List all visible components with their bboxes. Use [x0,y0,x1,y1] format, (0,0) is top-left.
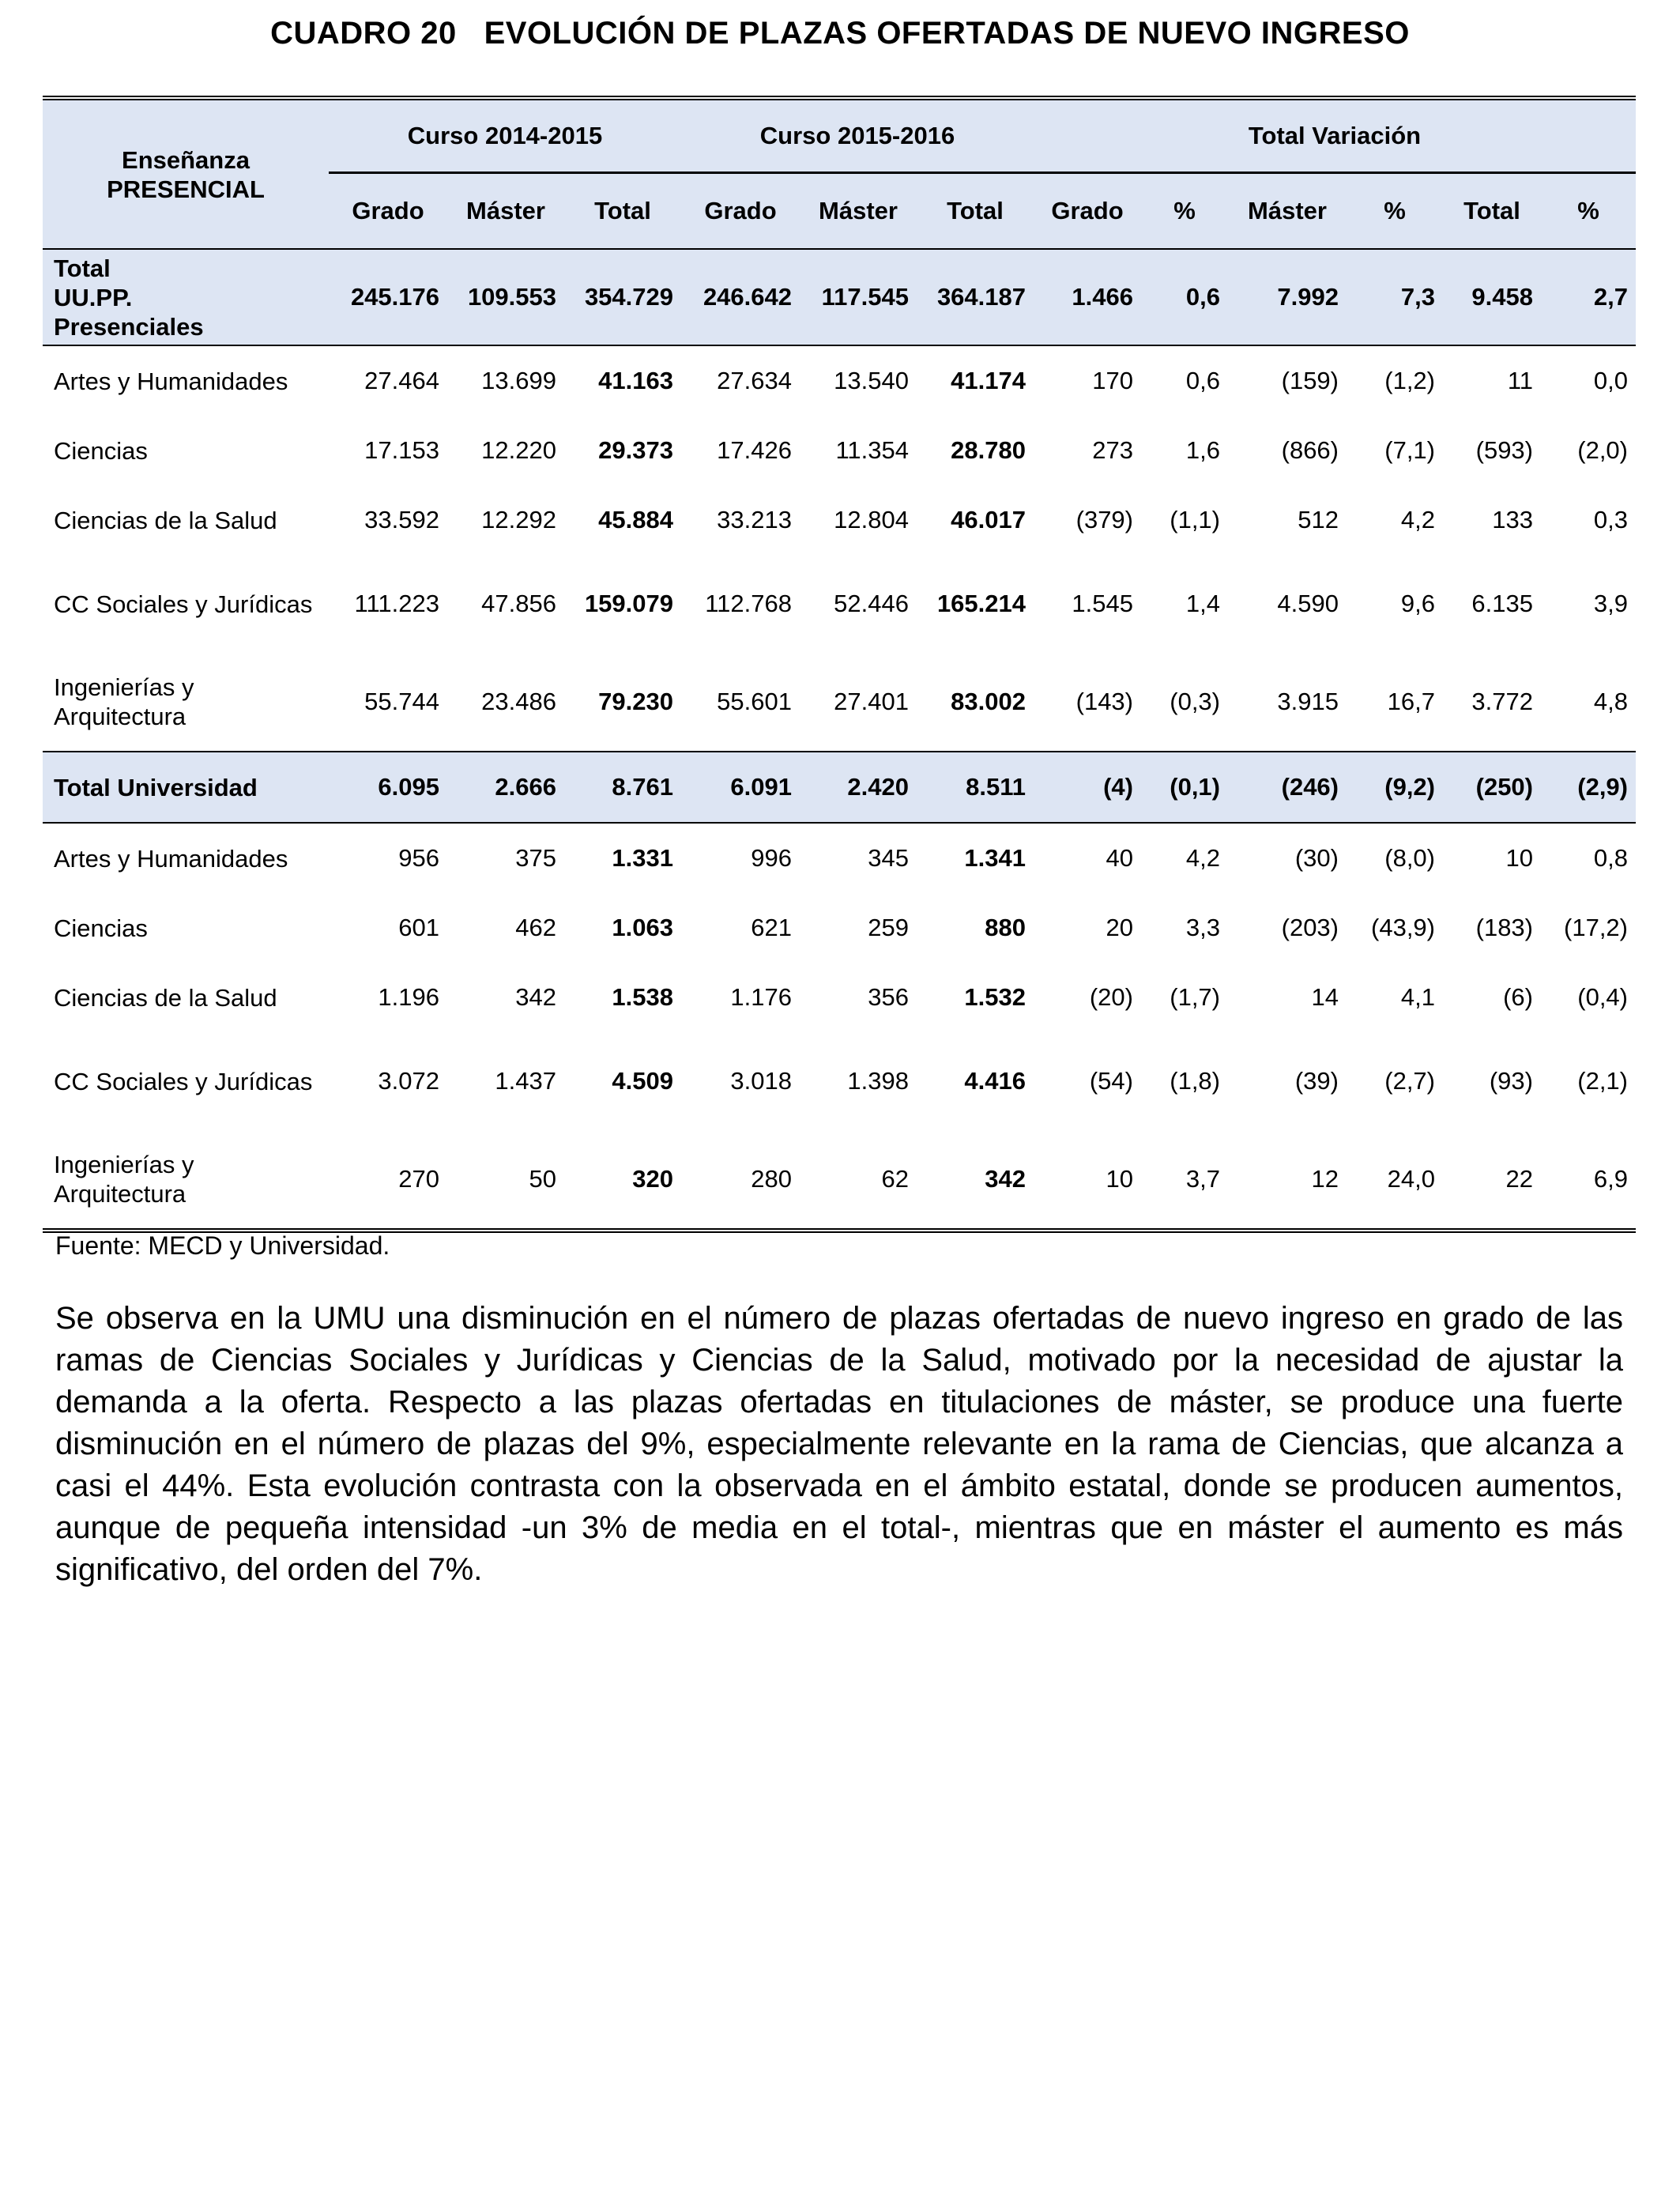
table-cell: 0,8 [1593,844,1628,872]
table-cell: 354.729 [564,249,681,345]
row-label: Ciencias [54,914,148,942]
table-cell: 29.373 [598,436,673,464]
table-cell: 24,0 [1387,1165,1435,1193]
row-label: Ciencias [54,436,148,465]
column-header: Total [1443,173,1541,250]
table-cell: 0,0 [1593,367,1628,394]
table-row [43,485,1636,555]
row-label-line2: PRESENCIAL [107,175,265,203]
table-row [43,555,1636,653]
data-table [43,100,1636,1228]
source-note: Fuente: MECD y Universidad. [55,1231,390,1260]
table-cell: 3.772 [1471,688,1533,715]
table-cell: 117.545 [800,249,917,345]
table-cell: (43,9) [1371,914,1435,941]
table-cell: 47.856 [481,590,556,617]
table-cell: (203) [1281,914,1339,941]
column-header: Grado [1034,173,1141,250]
row-label: Ingenierías y Arquitectura [54,1151,194,1208]
table-cell: 1.176 [730,983,792,1011]
table-cell: 7.992 [1228,249,1347,345]
table-cell: 1.398 [847,1067,909,1095]
table-cell: (246) [1228,752,1347,823]
table-cell: 22 [1505,1165,1533,1193]
table-cell: (2,7) [1384,1067,1435,1095]
table-cell: 1,4 [1185,590,1220,617]
row-label: Total UU.PP. Presenciales [43,249,329,345]
table-cell: 3,9 [1593,590,1628,617]
row-label: Ciencias de la Salud [54,506,277,534]
table-row [43,1130,1636,1228]
table-cell: (1,1) [1170,506,1220,533]
table-total-row [43,752,1636,823]
table-cell: (2,0) [1577,436,1628,464]
table-body [43,249,1636,1228]
table-cell: 55.744 [364,688,439,715]
table-cell: (7,1) [1384,436,1435,464]
table-cell: (0,4) [1577,983,1628,1011]
table-cell: (866) [1281,436,1339,464]
table-cell: 1,6 [1185,436,1220,464]
table-cell: 13.699 [481,367,556,394]
table-cell: 4,1 [1400,983,1435,1011]
column-header: Total [917,173,1034,250]
table-cell: 1.466 [1034,249,1141,345]
column-header: Máster [1228,173,1347,250]
table-cell: 6.095 [329,752,447,823]
table-cell: 10 [1505,844,1533,872]
table-cell: 4,8 [1593,688,1628,715]
table-cell: 342 [515,983,556,1011]
table-cell: (1,8) [1170,1067,1220,1095]
column-header: Máster [800,173,917,250]
table-cell: 280 [751,1165,792,1193]
page-title: CUADRO 20 EVOLUCIÓN DE PLAZAS OFERTADAS DE NUEVO INGRESO [270,16,1410,51]
table-cell: 4.509 [612,1067,673,1095]
table-cell: 1.341 [964,844,1026,872]
table-cell: 170 [1092,367,1133,394]
table-cell: 112.768 [705,590,792,617]
table-cell: (54) [1089,1067,1133,1095]
table-cell: 345 [868,844,909,872]
table-cell: 364.187 [917,249,1034,345]
table-cell: (8,0) [1384,844,1435,872]
table-cell: 11 [1507,367,1533,394]
table-cell: (4) [1034,752,1141,823]
table-cell: 10 [1106,1165,1133,1193]
table-cell: 270 [398,1165,439,1193]
table-cell: 2.420 [800,752,917,823]
column-header: Máster [447,173,564,250]
table-cell: 996 [751,844,792,872]
table-cell: 3,7 [1185,1165,1220,1193]
table-cell: 512 [1298,506,1339,533]
table-cell: 6.135 [1471,590,1533,617]
group-header-2014: Curso 2014-2015 [329,100,681,173]
table-cell: 33.213 [717,506,792,533]
table-cell: 245.176 [329,249,447,345]
table-cell: 6,9 [1593,1165,1628,1193]
table-cell: (0,3) [1170,688,1220,715]
table-cell: 23.486 [481,688,556,715]
row-label: Artes y Humanidades [54,844,288,873]
table-cell: 3.072 [378,1067,439,1095]
table-cell: 111.223 [354,590,439,617]
column-header: Grado [681,173,800,250]
table-cell: 956 [398,844,439,872]
table-cell: 33.592 [364,506,439,533]
table-cell: 52.446 [834,590,909,617]
table-cell: 12.804 [834,506,909,533]
table-total-row [43,249,1636,345]
table-cell: 1.545 [1072,590,1133,617]
table-cell: 9.458 [1443,249,1541,345]
table-cell: 1.196 [378,983,439,1011]
table-cell: 13.540 [834,367,909,394]
table-cell: (6) [1503,983,1533,1011]
row-label: Artes y Humanidades [54,367,288,395]
table-cell: 880 [985,914,1026,941]
table-cell: 27.464 [364,367,439,394]
table-cell: 28.780 [951,436,1026,464]
table-cell: 0,3 [1593,506,1628,533]
group-header-variation: Total Variación [1034,100,1636,173]
table-cell: 2,7 [1541,249,1636,345]
table-cell: 16,7 [1387,688,1435,715]
table-cell: 11.354 [835,436,909,464]
row-label: CC Sociales y Jurídicas [54,590,313,618]
table-row [43,345,1636,416]
row-label: Total Universidad [43,752,329,823]
table-cell: (93) [1489,1067,1533,1095]
table-cell: 3,3 [1185,914,1220,941]
table-cell: 462 [515,914,556,941]
table-cell: (39) [1294,1067,1339,1095]
table-cell: 20 [1106,914,1133,941]
table-cell: 109.553 [447,249,564,345]
table-cell: (1,7) [1170,983,1220,1011]
table-cell: 8.761 [564,752,681,823]
table-cell: 320 [632,1165,673,1193]
table-cell: (2,1) [1577,1067,1628,1095]
table-cell: 12 [1311,1165,1339,1193]
table-cell: (143) [1075,688,1133,715]
table-cell: 12.292 [481,506,556,533]
table-cell: 4,2 [1185,844,1220,872]
body-paragraph: Se observa en la UMU una disminución en el número de plazas ofertadas de nuevo ingreso en grado de las ramas de Ciencias Sociales y Jurídicas y Ciencias de la Salud, motivado por la necesidad de ajustar la demanda a la oferta. Respecto a las plazas ofertadas en titulaciones de máster, se produce una fuerte disminución en el número de plazas del 9%, especialmente relevante en la rama de Ciencias, que alcanza a casi el 44%. Esta evolución contrasta con la observada en el ámbito estatal, donde se producen aumentos, aunque de pequeña intensidad -un 3% de media en el total-, mientras que en máster el aumento es más significativo, del orden del 7%. [55,1301,1623,1587]
table-cell: 2.666 [447,752,564,823]
row-label: CC Sociales y Jurídicas [54,1067,313,1095]
table-cell: 9,6 [1400,590,1435,617]
table-cell: (30) [1294,844,1339,872]
group-header-2015: Curso 2015-2016 [681,100,1034,173]
table-cell: 50 [529,1165,556,1193]
table-cell: 14 [1311,983,1339,1011]
table-cell: (593) [1475,436,1533,464]
table-cell: 1.532 [964,983,1026,1011]
table-cell: (183) [1475,914,1533,941]
table-cell: (9,2) [1347,752,1443,823]
table-cell: 17.153 [364,436,439,464]
table-cell: 1.538 [612,983,673,1011]
column-header: Grado [329,173,447,250]
table-row [43,1032,1636,1130]
table-cell: (20) [1089,983,1133,1011]
column-header: Total [564,173,681,250]
header-row-groups [43,100,1636,173]
table-row [43,893,1636,963]
table-cell: 17.426 [717,436,792,464]
row-label: Ciencias de la Salud [54,983,277,1012]
table-cell: 0,6 [1141,249,1228,345]
table-cell: 83.002 [951,688,1026,715]
table-row [43,823,1636,893]
table-cell: 6.091 [681,752,800,823]
row-label-header [43,100,329,249]
column-header: % [1141,173,1228,250]
row-label-line1: Enseñanza [122,145,250,174]
row-label: Ingenierías y Arquitectura [54,673,194,730]
table-cell: 1.331 [612,844,673,872]
table-cell: 7,3 [1347,249,1443,345]
table-cell: (1,2) [1384,367,1435,394]
table-cell: 601 [398,914,439,941]
table-cell: 273 [1092,436,1133,464]
table-cell: 375 [515,844,556,872]
table-cell: 62 [881,1165,909,1193]
table-cell: 4.590 [1277,590,1339,617]
table-cell: 1.063 [612,914,673,941]
table-row [43,416,1636,485]
table-cell: 133 [1492,506,1533,533]
table-cell: 41.174 [951,367,1026,394]
column-header: % [1541,173,1636,250]
table-cell: 246.642 [681,249,800,345]
table-cell: 1.437 [495,1067,556,1095]
table-cell: 46.017 [951,506,1026,533]
table-cell: 41.163 [598,367,673,394]
table-cell: 45.884 [598,506,673,533]
table-cell: 12.220 [481,436,556,464]
table-cell: (159) [1281,367,1339,394]
table-cell: 79.230 [598,688,673,715]
table-cell: (250) [1443,752,1541,823]
table-cell: 165.214 [936,590,1026,617]
table-cell: 342 [985,1165,1026,1193]
table-cell: 55.601 [717,688,792,715]
table-cell: 8.511 [917,752,1034,823]
table-cell: 3.018 [730,1067,792,1095]
table-cell: 27.634 [717,367,792,394]
table-cell: 259 [868,914,909,941]
table-cell: 0,6 [1185,367,1220,394]
table-cell: 159.079 [584,590,673,617]
data-table-container [43,96,1636,1233]
column-header: % [1347,173,1443,250]
table-cell: 356 [868,983,909,1011]
table-cell: 4.416 [964,1067,1026,1095]
table-row [43,963,1636,1032]
table-cell: (17,2) [1564,914,1628,941]
table-cell: 3.915 [1277,688,1339,715]
table-cell: 27.401 [834,688,909,715]
table-cell: (0,1) [1141,752,1228,823]
table-cell: 621 [751,914,792,941]
table-row [43,653,1636,752]
table-cell: (2,9) [1541,752,1636,823]
table-cell: (379) [1075,506,1133,533]
table-cell: 40 [1106,844,1133,872]
table-cell: 4,2 [1400,506,1435,533]
